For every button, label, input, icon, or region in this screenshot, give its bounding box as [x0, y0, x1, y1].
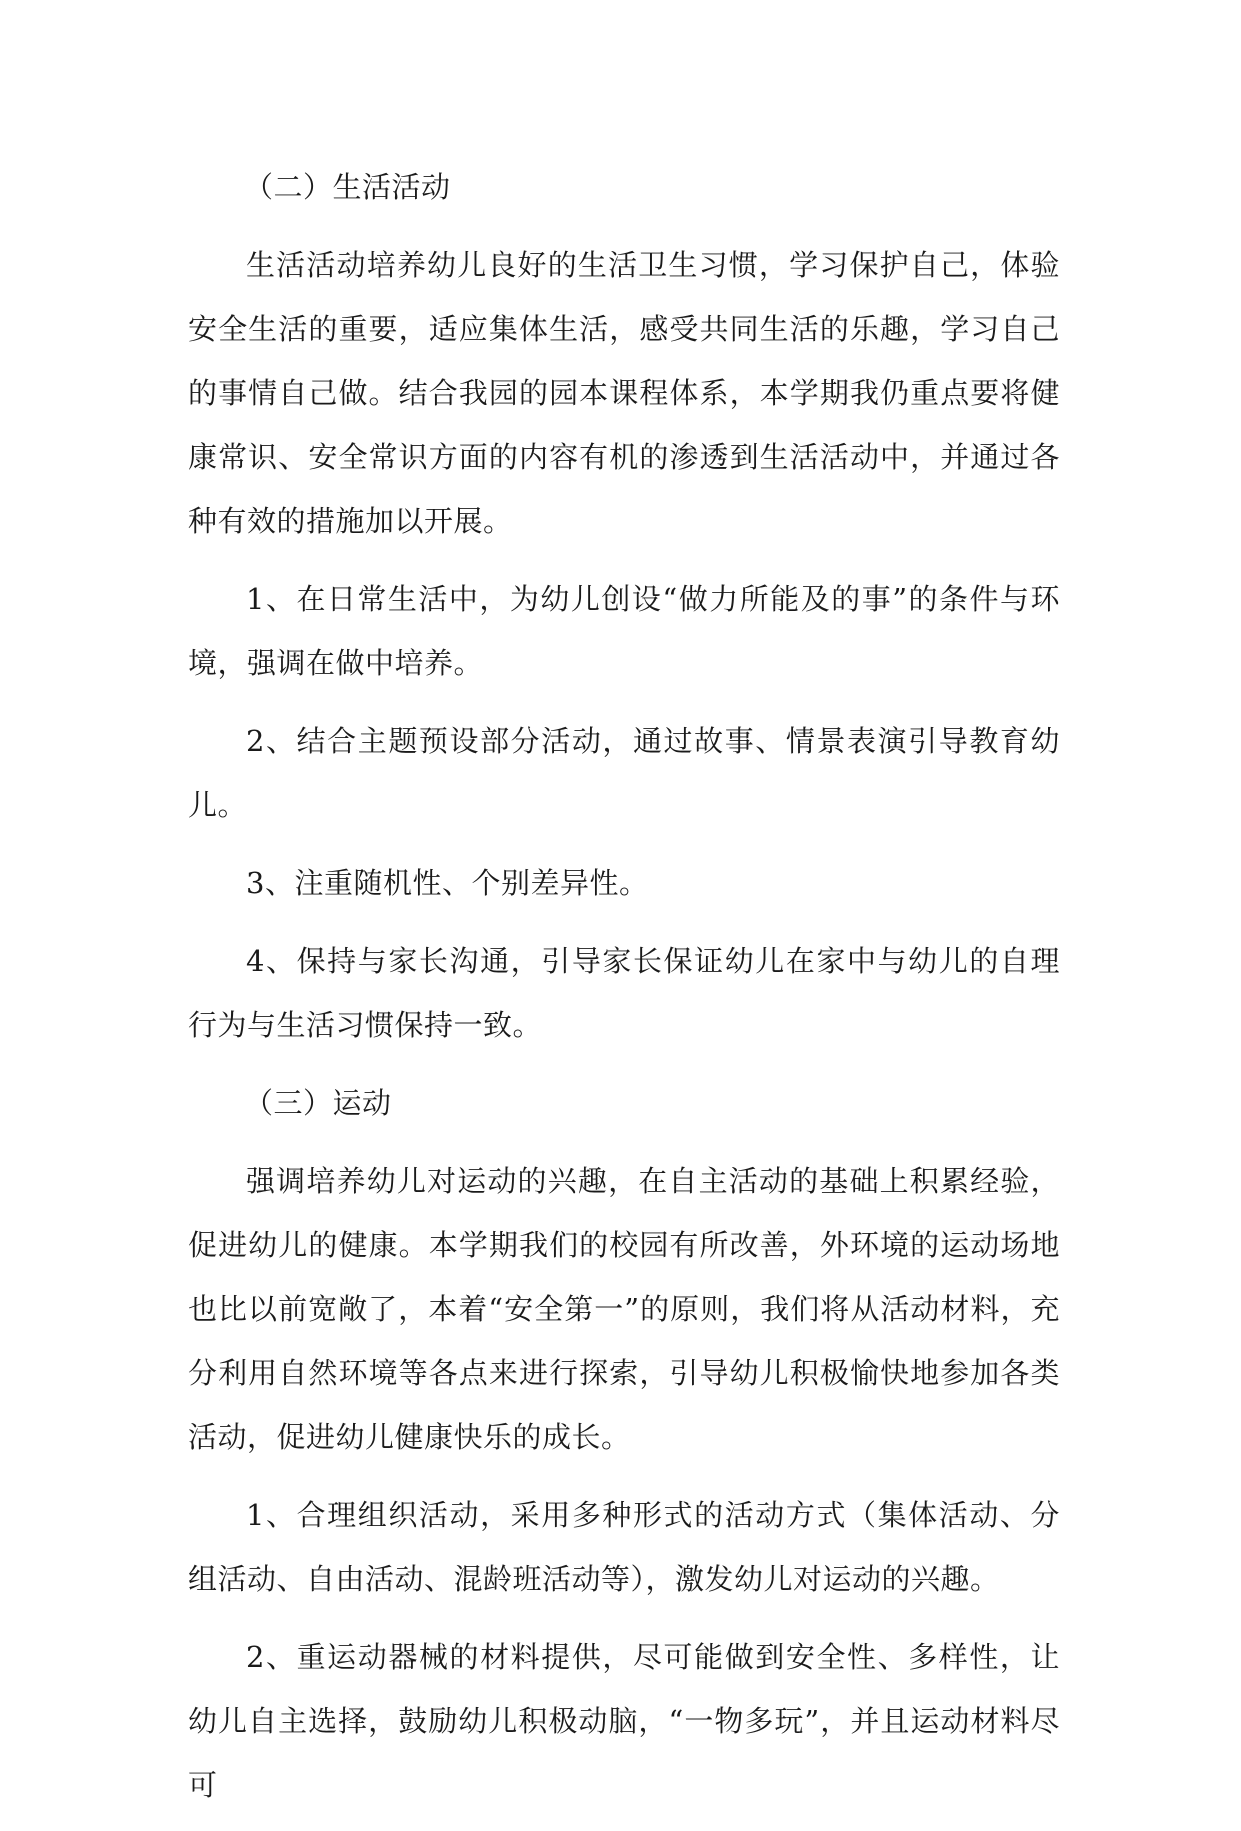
list-item-sports-1: 1、合理组织活动，采用多种形式的活动方式（集体活动、分组活动、自由活动、混龄班活动等），激发幼儿对运动的兴趣。 [188, 1498, 1060, 1596]
list-item-life-4: 4、保持与家长沟通，引导家长保证幼儿在家中与幼儿的自理行为与生活习惯保持一致。 [188, 944, 1060, 1042]
section-heading-life-activities: （二）生活活动 [244, 170, 451, 204]
list-item-sports-2: 2、重运动器械的材料提供，尽可能做到安全性、多样性，让幼儿自主选择，鼓励幼儿积极动脑，“一物多玩”，并且运动材料尽可 [188, 1640, 1060, 1802]
section-heading-sports: （三）运动 [244, 1086, 392, 1120]
paragraph-sports-intro: 强调培养幼儿对运动的兴趣，在自主活动的基础上积累经验，促进幼儿的健康。本学期我们的校园有所改善，外环境的运动场地也比以前宽敞了，本着“安全第一”的原则，我们将从活动材料，充分利用自然环境等各点来进行探索，引导幼儿积极愉快地参加各类活动，促进幼儿健康快乐的成长。 [188, 1164, 1060, 1454]
list-item-life-2: 2、结合主题预设部分活动，通过故事、情景表演引导教育幼儿。 [188, 724, 1060, 822]
document-body [188, 155, 1060, 1831]
list-item-life-3: 3、注重随机性、个别差异性。 [246, 866, 649, 900]
list-item-life-1: 1、在日常生活中，为幼儿创设“做力所能及的事”的条件与环境，强调在做中培养。 [188, 582, 1060, 680]
paragraph-life-activities-intro: 生活活动培养幼儿良好的生活卫生习惯，学习保护自己，体验安全生活的重要，适应集体生活，感受共同生活的乐趣，学习自己的事情自己做。结合我园的园本课程体系，本学期我仍重点要将健康常识、安全常识方面的内容有机的渗透到生活活动中，并通过各种有效的措施加以开展。 [188, 248, 1060, 538]
